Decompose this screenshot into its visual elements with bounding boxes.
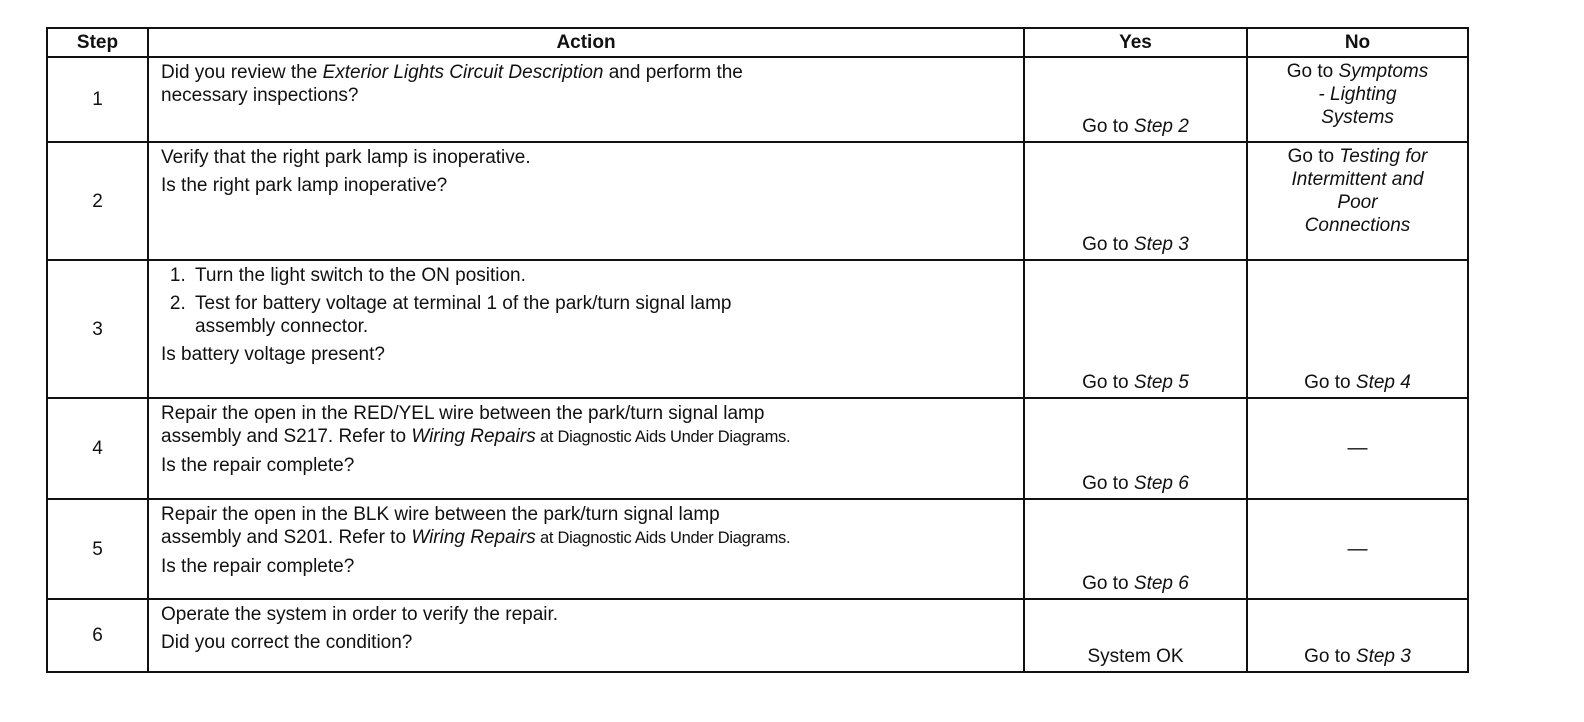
action-text bbox=[161, 61, 1013, 84]
action-question: Is battery voltage present? bbox=[161, 344, 385, 365]
action-question: Did you correct the condition? bbox=[161, 632, 413, 653]
table-row bbox=[47, 260, 1468, 398]
yes-step-link[interactable]: Step 5 bbox=[1133, 372, 1189, 393]
step-number: 2 bbox=[47, 142, 148, 260]
procedure-step: 1. Turn the light switch to the ON position. bbox=[191, 264, 1013, 287]
goto-prefix: Go to bbox=[1082, 372, 1134, 393]
no-step-link[interactable]: Step 4 bbox=[1355, 372, 1411, 393]
yes-step-link[interactable]: Step 2 bbox=[1133, 116, 1189, 137]
action-text-part: assembly and S201. Refer to bbox=[161, 527, 412, 548]
yes-step-link[interactable]: Step 6 bbox=[1133, 473, 1189, 494]
yes-cell bbox=[1024, 142, 1247, 260]
goto-prefix: Go to bbox=[1082, 116, 1134, 137]
goto-prefix: Go to bbox=[1082, 234, 1134, 255]
action-question: Is the repair complete? bbox=[161, 455, 355, 476]
action-text-part: at Diagnostic Aids Under Diagrams. bbox=[535, 529, 791, 547]
step-number: 5 bbox=[47, 499, 148, 599]
header-step: Step bbox=[47, 28, 148, 57]
action-cell bbox=[148, 398, 1024, 499]
action-question: Is the right park lamp inoperative? bbox=[161, 175, 448, 196]
no-reference-link[interactable]: Poor bbox=[1337, 192, 1378, 213]
action-text: Verify that the right park lamp is inoperative. bbox=[161, 147, 531, 168]
action-text: Repair the open in the RED/YEL wire between the park/turn signal lamp bbox=[161, 403, 765, 424]
no-cell bbox=[1247, 499, 1468, 599]
no-dash: — bbox=[1347, 537, 1368, 560]
step-number: 1 bbox=[47, 57, 148, 142]
no-text bbox=[1252, 145, 1463, 168]
action-cell bbox=[148, 499, 1024, 599]
diagnostic-table bbox=[46, 27, 1469, 673]
goto-prefix: Go to bbox=[1082, 573, 1134, 594]
action-text-part: assembly and S217. Refer to bbox=[161, 426, 412, 447]
action-text: necessary inspections? bbox=[161, 85, 359, 106]
yes-result: System OK bbox=[1087, 646, 1184, 667]
header-yes: Yes bbox=[1024, 28, 1247, 57]
table-row bbox=[47, 599, 1468, 672]
no-text bbox=[1252, 60, 1463, 83]
action-cell bbox=[148, 57, 1024, 142]
table-row bbox=[47, 499, 1468, 599]
goto-prefix: Go to bbox=[1082, 473, 1134, 494]
reference-link[interactable]: Wiring Repairs bbox=[411, 426, 536, 447]
action-text-part: and perform the bbox=[603, 62, 743, 83]
yes-step-link[interactable]: Step 6 bbox=[1133, 573, 1189, 594]
procedure-list bbox=[161, 264, 1013, 338]
yes-cell bbox=[1024, 499, 1247, 599]
action-text bbox=[161, 425, 1013, 449]
action-cell bbox=[148, 599, 1024, 672]
yes-cell bbox=[1024, 398, 1247, 499]
table-row bbox=[47, 142, 1468, 260]
no-reference-link[interactable]: Symptoms bbox=[1338, 61, 1429, 82]
yes-step-link[interactable]: Step 3 bbox=[1133, 234, 1189, 255]
yes-cell bbox=[1024, 260, 1247, 398]
procedure-step-line: assembly connector. bbox=[195, 316, 369, 337]
no-cell bbox=[1247, 599, 1468, 672]
no-cell bbox=[1247, 142, 1468, 260]
no-cell bbox=[1247, 260, 1468, 398]
table-row bbox=[47, 57, 1468, 142]
no-reference-link[interactable]: Systems bbox=[1321, 107, 1394, 128]
procedure-step bbox=[191, 292, 1013, 338]
goto-prefix: Go to bbox=[1286, 61, 1339, 82]
no-reference-link[interactable]: Intermittent and bbox=[1291, 169, 1424, 190]
action-question: Is the repair complete? bbox=[161, 556, 355, 577]
action-text-part: at Diagnostic Aids Under Diagrams. bbox=[535, 428, 791, 446]
action-text bbox=[161, 526, 1013, 550]
no-reference-link[interactable]: Testing for bbox=[1339, 146, 1428, 167]
header-no: No bbox=[1247, 28, 1468, 57]
yes-cell bbox=[1024, 57, 1247, 142]
action-cell bbox=[148, 142, 1024, 260]
table-row bbox=[47, 398, 1468, 499]
goto-prefix: Go to bbox=[1287, 146, 1340, 167]
no-dash: — bbox=[1347, 437, 1368, 459]
reference-link[interactable]: Wiring Repairs bbox=[411, 527, 536, 548]
header-row bbox=[47, 28, 1468, 57]
action-text: Repair the open in the BLK wire between the park/turn signal lamp bbox=[161, 504, 720, 525]
no-reference-link[interactable]: Connections bbox=[1304, 215, 1411, 236]
goto-prefix: Go to bbox=[1304, 646, 1356, 667]
action-cell bbox=[148, 260, 1024, 398]
action-text-part: Did you review the bbox=[161, 62, 323, 83]
step-number: 6 bbox=[47, 599, 148, 672]
action-text: Operate the system in order to verify the repair. bbox=[161, 604, 559, 625]
no-cell bbox=[1247, 398, 1468, 499]
yes-cell bbox=[1024, 599, 1247, 672]
procedure-step-line: Test for battery voltage at terminal 1 of the park/turn signal lamp bbox=[195, 293, 732, 314]
step-number: 4 bbox=[47, 398, 148, 499]
goto-prefix: Go to bbox=[1304, 372, 1356, 393]
no-reference-link[interactable]: - Lighting bbox=[1318, 84, 1397, 105]
step-number: 3 bbox=[47, 260, 148, 398]
no-cell bbox=[1247, 57, 1468, 142]
no-step-link[interactable]: Step 3 bbox=[1355, 646, 1411, 667]
reference-link[interactable]: Exterior Lights Circuit Description bbox=[322, 62, 604, 83]
header-action: Action bbox=[148, 28, 1024, 57]
